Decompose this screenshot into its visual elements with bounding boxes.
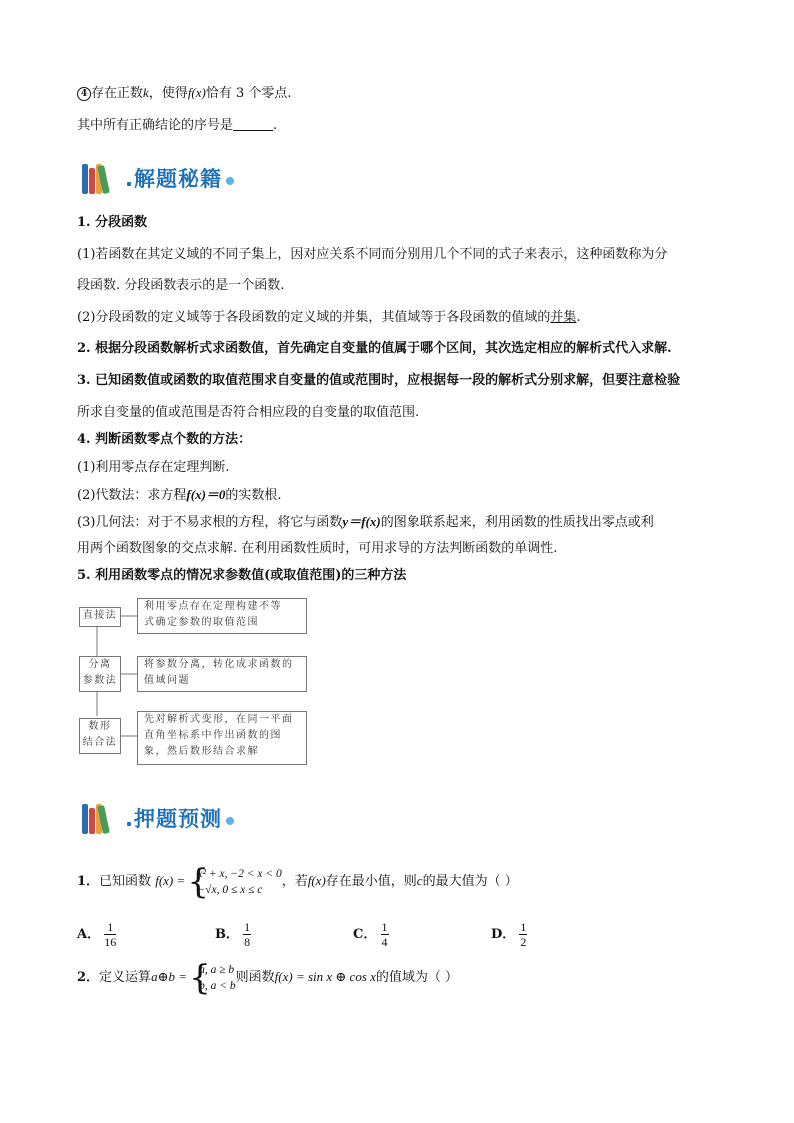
- option-b[interactable]: B． $\frac{1}{8}$: [215, 920, 251, 949]
- operation-definition: { a, a ≥ b b, a < b: [191, 962, 236, 994]
- tip-text: 所求自变量的值或范围是否符合相应段的自变量的取值范围.: [77, 405, 420, 420]
- tip-heading-4: 4. 判断函数零点个数的方法：: [77, 432, 252, 447]
- tip-heading-5: 5. 利用函数零点的情况求参数值(或取值范围)的三种方法: [77, 568, 407, 583]
- question-2: 2．定义运算a⊕b = { a, a ≥ b b, a < b 则函数f(x) = sin x ⊕ cos x的值域为（ ）: [77, 958, 458, 997]
- method-desc-separation: 将参数分离，转化成求函数的 值域问题: [137, 656, 307, 692]
- tip-text: 段函数. 分段函数表示的是一个函数.: [77, 278, 285, 293]
- tip-text: (2)代数法：求方程f(x)＝0的实数根.: [77, 487, 282, 503]
- circled-number: 4: [77, 87, 91, 101]
- bullet-dot: [226, 817, 234, 825]
- answer-prompt: 其中所有正确结论的序号是 .: [77, 118, 278, 133]
- piecewise-definition: { x² + x, −2 < x < 0 −√x, 0 ≤ x ≤ c: [189, 866, 281, 898]
- option-c[interactable]: C． $\frac{1}{4}$: [353, 920, 388, 949]
- section-header-tips: [82, 160, 234, 196]
- bullet-dot: [226, 177, 234, 185]
- statement-4: 4 存在正数k，使得f(x)恰有 3 个零点.: [77, 84, 292, 103]
- method-label-direct: 直接法: [79, 607, 121, 627]
- option-a[interactable]: A． $\frac{1}{16}$: [77, 920, 117, 949]
- books-icon: [82, 162, 122, 194]
- question-1-options: [77, 918, 591, 952]
- option-d[interactable]: D． $\frac{1}{2}$: [491, 920, 527, 949]
- method-desc-direct: 利用零点存在定理构建不等 式确定参数的取值范围: [137, 598, 307, 634]
- method-label-separation: 分离 参数法: [79, 656, 121, 692]
- tip-text: (3)几何法：对于不易求根的方程，将它与函数y＝f(x)的图象联系起来，利用函数的性质找出零点或利: [77, 514, 654, 530]
- tip-text: (1)利用零点存在定理判断.: [77, 460, 230, 475]
- answer-blank[interactable]: [233, 118, 273, 131]
- tip-text: (1)若函数在其定义域的不同子集上，因对应关系不同而分别用几个不同的式子来表示，这种函数称为分: [77, 247, 668, 262]
- tip-heading-3: 3. 已知函数值或函数的取值范围求自变量的值或范围时，应根据每一段的解析式分别求解，但要注意检验: [77, 373, 681, 388]
- method-desc-graphic: 先对解析式变形，在同一平面 直角坐标系中作出函数的图 象，然后数形结合求解: [137, 711, 307, 765]
- function-expression: f(x) = sin x ⊕ cos x: [274, 969, 376, 984]
- tip-text: 用两个函数图象的交点求解. 在利用函数性质时，可用求导的方法判断函数的单调性.: [77, 541, 558, 556]
- books-icon: [82, 802, 122, 834]
- function-expression: f(x) =: [155, 873, 186, 888]
- method-label-graphic: 数形 结合法: [79, 718, 121, 754]
- tip-heading-1: 1. 分段函数: [77, 215, 148, 230]
- tip-heading-2: 2. 根据分段函数解析式求函数值，首先确定自变量的值属于哪个区间，其次选定相应的解析式代入求解.: [77, 341, 672, 356]
- question-1: 1．已知函数 f(x) = { x² + x, −2 < x < 0 −√x, 0 ≤ x ≤ c ，若f(x)存在最小值，则c的最大值为（ ）: [77, 862, 518, 901]
- section-header-predictions: [82, 800, 234, 836]
- tip-text: (2)分段函数的定义域等于各段函数的定义域的并集，其值域等于各段函数的值域的并集.: [77, 310, 581, 325]
- operation-expression: a⊕b =: [151, 969, 187, 984]
- methods-diagram: [77, 598, 303, 773]
- section-title: .押题预测: [125, 807, 222, 831]
- section-title: .解题秘籍: [125, 167, 222, 191]
